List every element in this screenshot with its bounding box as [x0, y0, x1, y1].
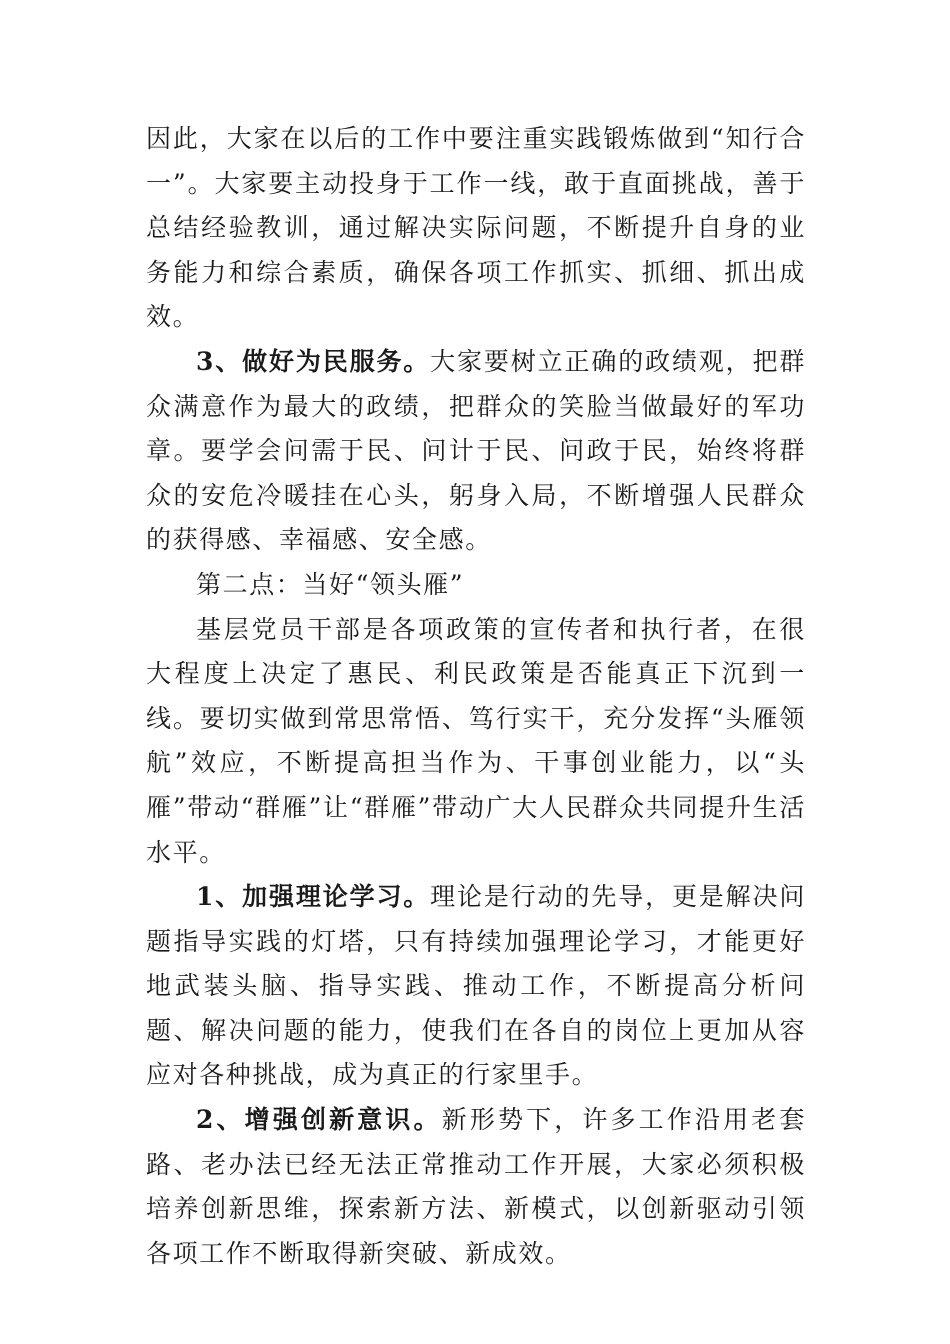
paragraph-practice-continued [146, 117, 806, 340]
paragraph-grassroots-cadres [146, 608, 806, 876]
section-heading-point-two [146, 563, 806, 608]
document-body [146, 117, 806, 1276]
paragraph-heading: 3、做好为民服务。 [196, 346, 431, 376]
paragraph-text: 因此，大家在以后的工作中要注重实践锻炼做到“知行合一”。大家要主动投身于工作一线，敢于直面挑战，善于总结经验教训，通过解决实际问题，不断提升自身的业务能力和综合素质，确保各项工作抓实、抓细、抓出成效。 [146, 124, 806, 332]
paragraph-heading: 1、加强理论学习。 [196, 882, 431, 912]
paragraph-innovation [146, 1098, 806, 1276]
paragraph-theory-study [146, 875, 806, 1098]
section-heading-text: 第二点：当好“领头雁” [196, 569, 465, 599]
paragraph-text: 理论是行动的先导，更是解决问题指导实践的灯塔，只有持续加强理论学习，才能更好地武装头脑、指导实践、推动工作，不断提高分析问题、解决问题的能力，使我们在各自的岗位上更加从容应对各种挑战，成为真正的行家里手。 [146, 882, 806, 1090]
paragraph-text: 新形势下，许多工作沿用老套路、老办法已经无法正常推动工作开展，大家必须积极培养创新思维，探索新方法、新模式，以创新驱动引领各项工作不断取得新突破、新成效。 [146, 1105, 806, 1268]
paragraph-text: 大家要树立正确的政绩观，把群众满意作为最大的政绩，把群众的笑脸当做最好的军功章。要学会问需于民、问计于民、问政于民，始终将群众的安危冷暖挂在心头，躬身入局，不断增强人民群众的获得感、幸福感、安全感。 [146, 346, 806, 555]
paragraph-text: 基层党员干部是各项政策的宣传者和执行者，在很大程度上决定了惠民、利民政策是否能真正下沉到一线。要切实做到常思常悟、笃行实干，充分发挥“头雁领航”效应，不断提高担当作为、干事创业能力，以“头雁”带动“群雁”让“群雁”带动广大人民群众共同提升生活水平。 [146, 614, 806, 867]
paragraph-serve-people [146, 340, 806, 563]
paragraph-heading: 2、增强创新意识。 [196, 1105, 442, 1135]
